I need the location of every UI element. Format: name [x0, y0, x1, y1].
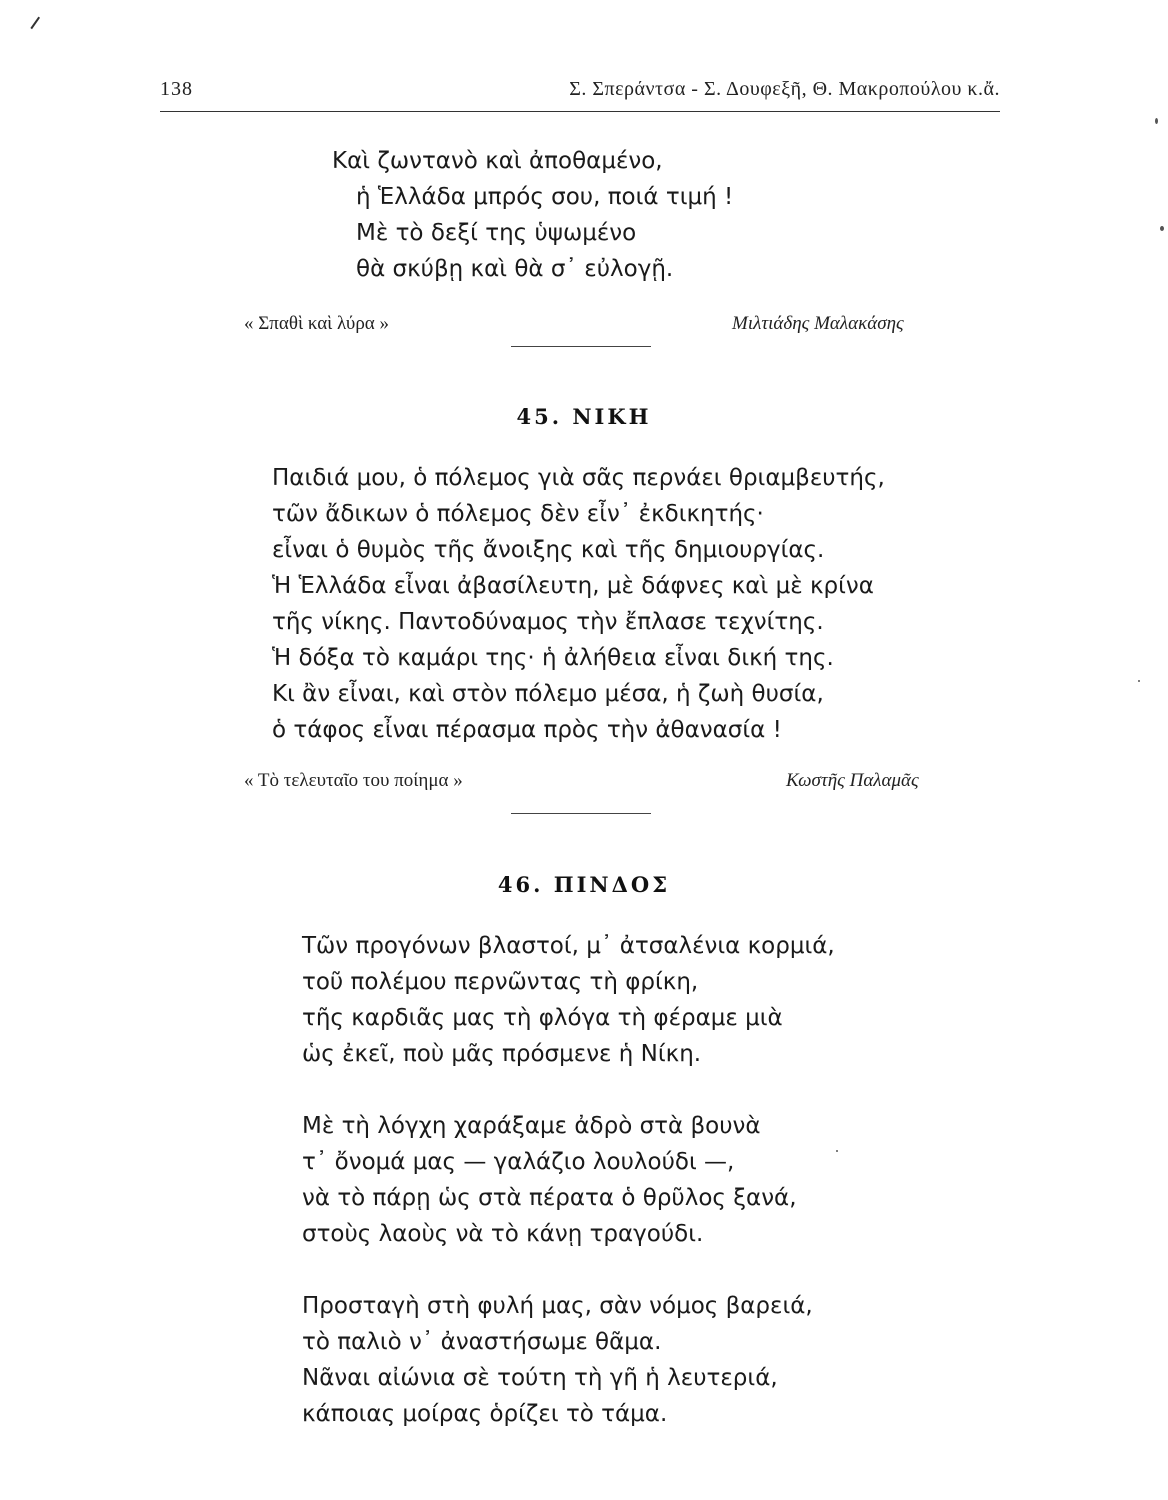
- poem-46-heading: 46. ΠΙΝΔΟΣ: [497, 872, 671, 897]
- section-separator: [511, 346, 651, 347]
- scan-speck: [836, 1150, 838, 1152]
- verse-line: τῆς νίκης. Παντοδύναμος τὴν ἔπλασε τεχνίτης.: [272, 609, 824, 635]
- verse-line: Καὶ ζωντανὸ καὶ ἀποθαμένο,: [332, 148, 663, 174]
- stanza: [302, 928, 835, 1072]
- poem-45-author: Κωστῆς Παλαμᾶς: [786, 770, 919, 791]
- verse-line: κάποιας μοίρας ὁρίζει τὸ τάμα.: [302, 1401, 668, 1427]
- verse-line: νὰ τὸ πάρῃ ὡς στὰ πέρατα ὁ θρῦλος ξανά,: [302, 1185, 797, 1211]
- verse-line: Προσταγὴ στὴ φυλή μας, σὰν νόμος βαρειά,: [302, 1293, 813, 1319]
- verse-line: τ᾽ ὄνομά μας — γαλάζιο λουλούδι —,: [302, 1149, 735, 1175]
- verse-line: Τῶν προγόνων βλαστοί, μ᾽ ἀτσαλένια κορμιά,: [302, 933, 835, 959]
- poem-45-source: « Τὸ τελευταῖο του ποίημα »: [244, 770, 463, 791]
- verse-line: Ἡ δόξα τὸ καμάρι της· ἡ ἀλήθεια εἶναι δική της.: [272, 645, 834, 671]
- page-header: [160, 78, 1000, 108]
- stanza: [302, 1108, 835, 1252]
- poem-45-body: [272, 460, 885, 748]
- poem-46-body: [302, 928, 835, 1468]
- verse-line: Κι ἂν εἶναι, καὶ στὸν πόλεμο μέσα, ἡ ζωὴ θυσία,: [272, 681, 824, 707]
- poem-45-heading: 45. ΝΙΚΗ: [516, 404, 652, 429]
- verse-line: ὡς ἐκεῖ, ποὺ μᾶς πρόσμενε ἡ Νίκη.: [302, 1041, 702, 1067]
- header-rule: [160, 111, 1000, 112]
- verse-line: ἡ Ἑλλάδα μπρός σου, ποιά τιμή !: [356, 184, 734, 210]
- scan-speck: [1155, 118, 1158, 124]
- verse-line: Ἡ Ἑλλάδα εἶναι ἀβασίλευτη, μὲ δάφνες καὶ μὲ κρίνα: [272, 573, 874, 599]
- scan-speck: [1138, 680, 1140, 682]
- poem-44-source: « Σπαθὶ καὶ λύρα »: [244, 313, 390, 334]
- verse-line: τὸ παλιὸ ν᾽ ἀναστήσωμε θᾶμα.: [302, 1329, 662, 1355]
- verse-line: τοῦ πολέμου περνῶντας τὴ φρίκη,: [302, 969, 699, 995]
- page-number: 138: [160, 78, 193, 100]
- section-separator: [511, 813, 651, 814]
- verse-line: Παιδιά μου, ὁ πόλεμος γιὰ σᾶς περνάει θριαμβευτής,: [272, 465, 885, 491]
- verse-line: Νᾶναι αἰώνια σὲ τούτη τὴ γῆ ἡ λευτεριά,: [302, 1365, 778, 1391]
- poem-44-ending: [332, 143, 733, 287]
- stanza: [302, 1288, 835, 1432]
- verse-line: ὁ τάφος εἶναι πέρασμα πρὸς τὴν ἀθανασία !: [272, 717, 782, 743]
- verse-line: στοὺς λαοὺς νὰ τὸ κάνῃ τραγούδι.: [302, 1221, 704, 1247]
- verse-line: Μὲ τὸ δεξί της ὑψωμένο: [356, 220, 637, 246]
- verse-line: Μὲ τὴ λόγχη χαράξαμε ἀδρὸ στὰ βουνὰ: [302, 1113, 761, 1139]
- verse-line: θὰ σκύβῃ καὶ θὰ σ᾽ εὐλογῇ.: [356, 256, 674, 282]
- scan-speck: [1160, 226, 1164, 231]
- verse-line: τῶν ἄδικων ὁ πόλεμος δὲν εἶν᾽ ἐκδικητής·: [272, 501, 764, 527]
- margin-pen-mark: [30, 17, 39, 29]
- poem-44-author: Μιλτιάδης Μαλακάσης: [732, 313, 904, 334]
- running-title: Σ. Σπεράντσα - Σ. Δουφεξῆ, Θ. Μακροπούλου κ.ἄ.: [569, 78, 1000, 100]
- verse-line: τῆς καρδιᾶς μας τὴ φλόγα τὴ φέραμε μιὰ: [302, 1005, 783, 1031]
- verse-line: εἶναι ὁ θυμὸς τῆς ἄνοιξης καὶ τῆς δημιουργίας.: [272, 537, 825, 563]
